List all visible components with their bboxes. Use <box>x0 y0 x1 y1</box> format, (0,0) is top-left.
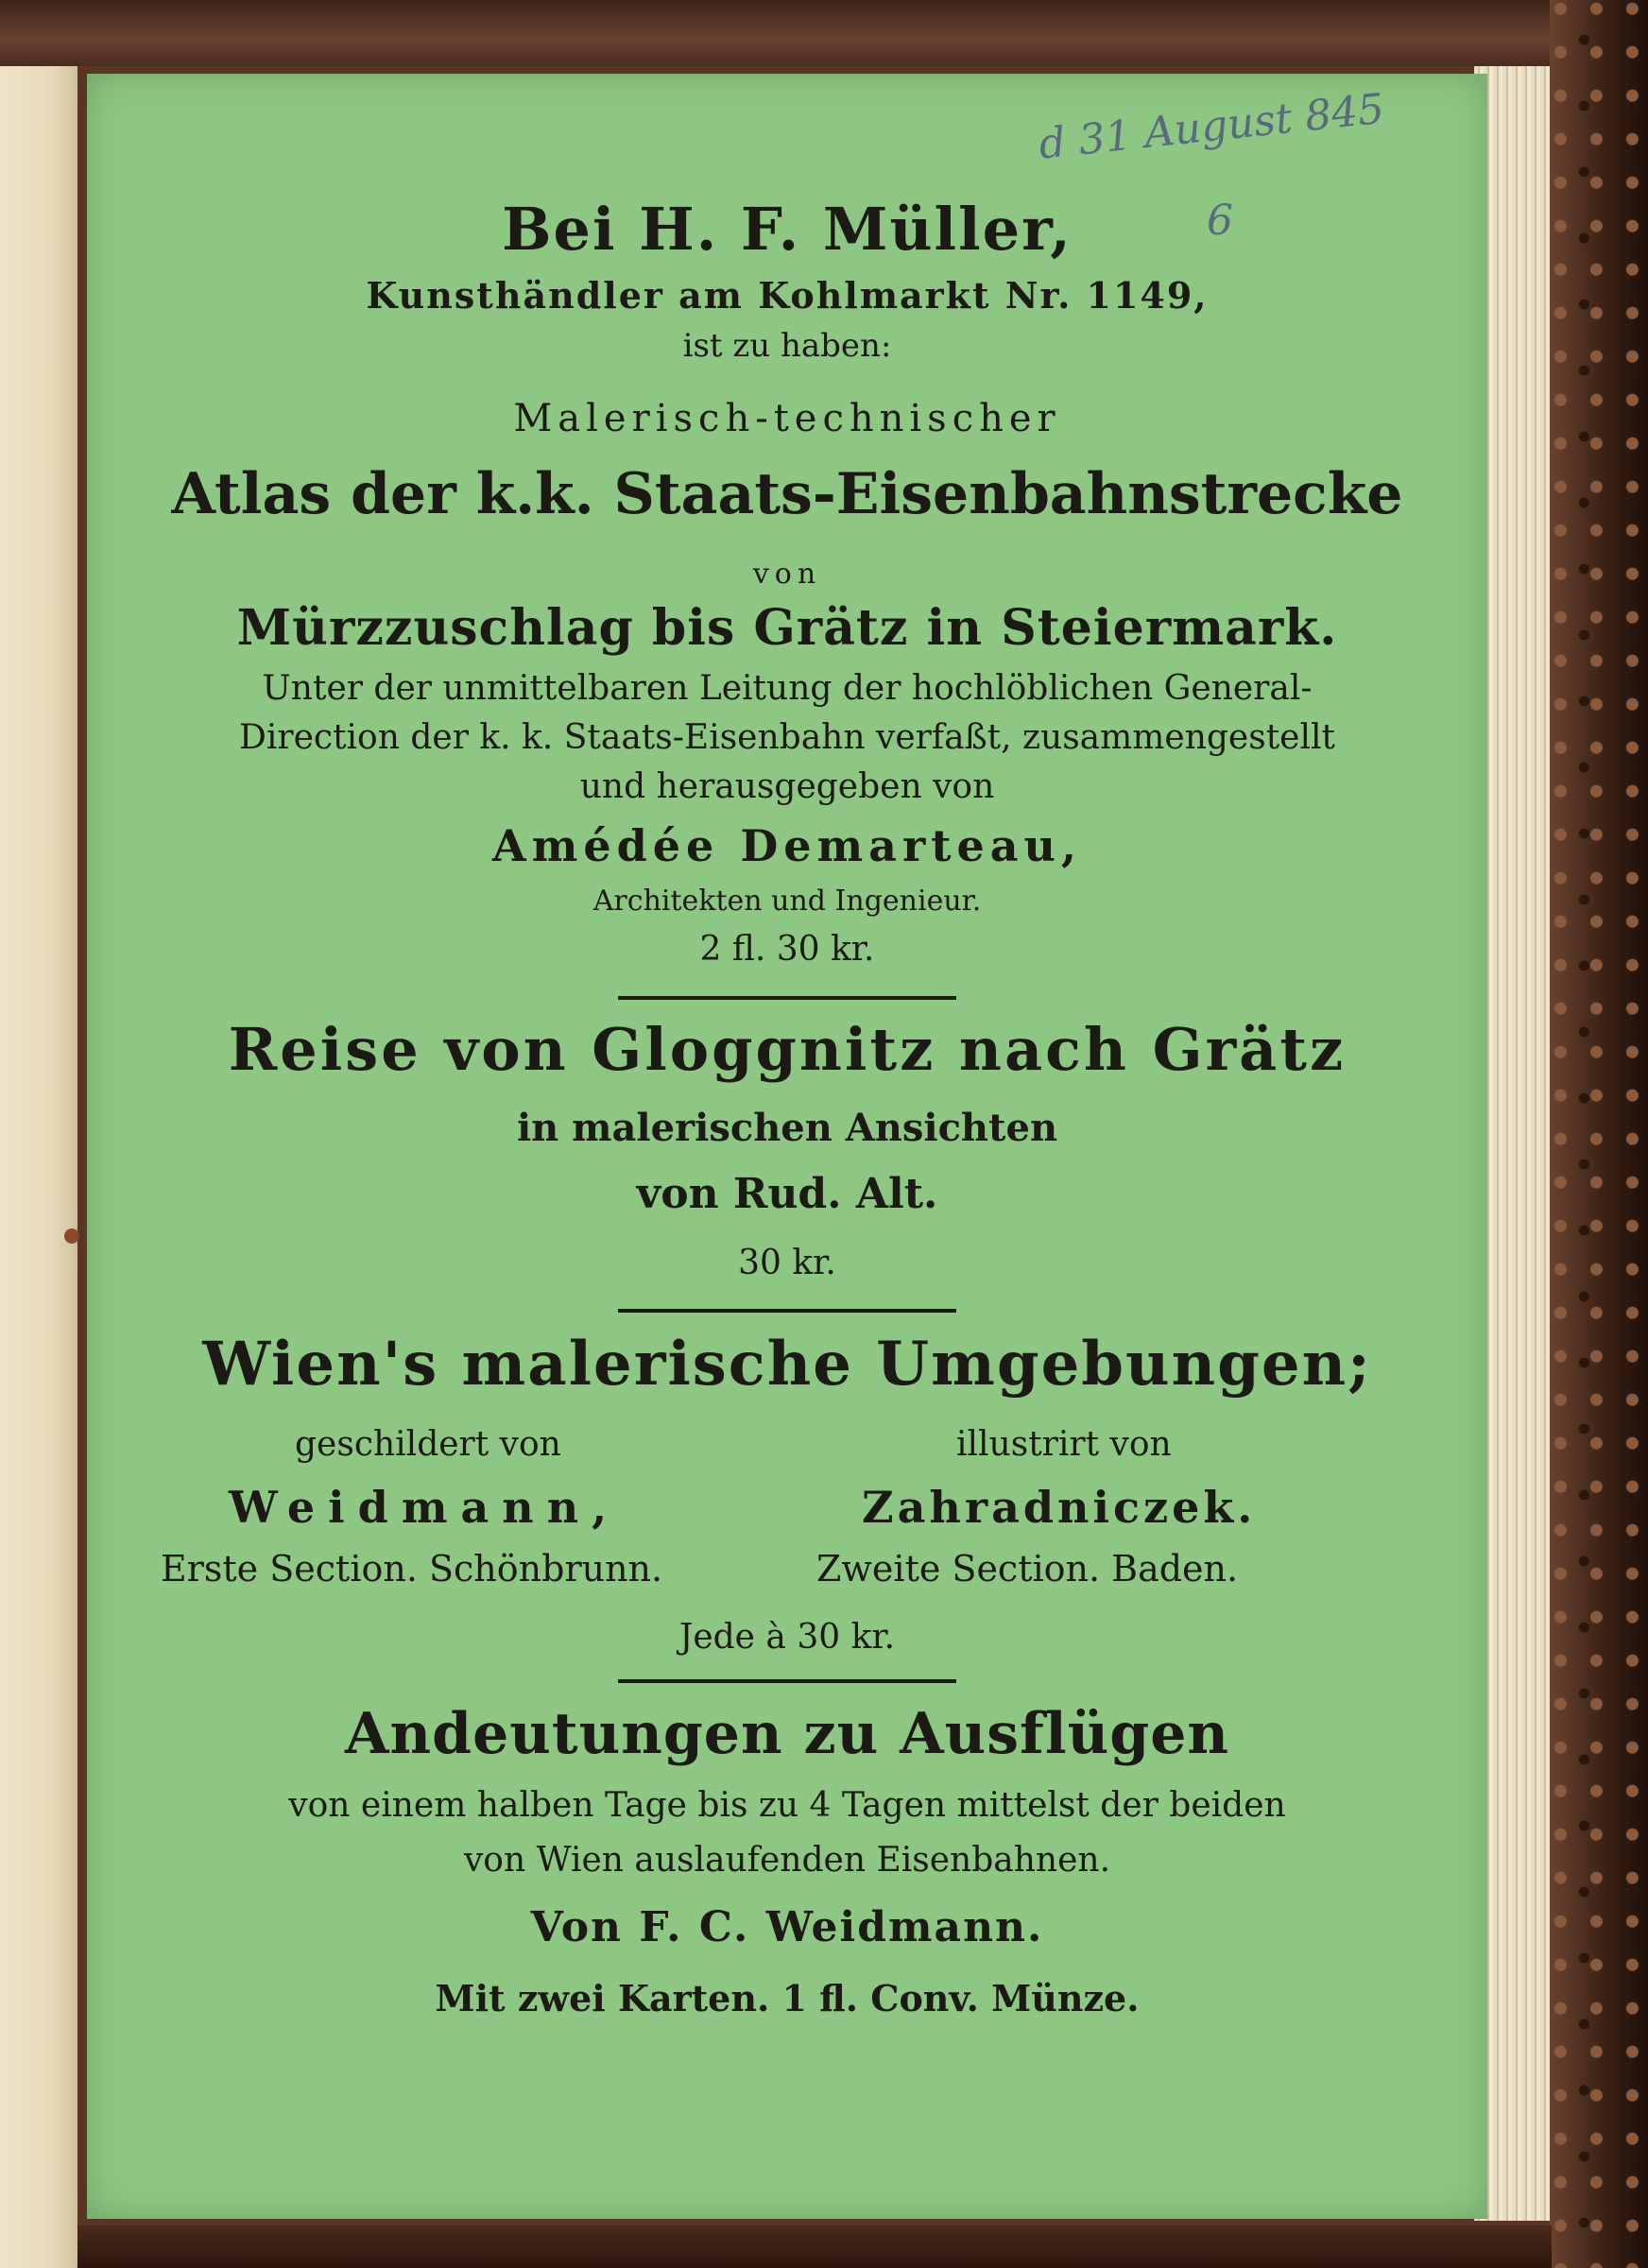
reise-price: 30 kr. <box>738 1244 836 1282</box>
atlas-subtitle: Mürzzuschlag bis Grätz in Steiermark. <box>236 599 1338 657</box>
binding-bottom <box>77 2225 1552 2268</box>
wien-right-label: illustrirt von <box>956 1425 1172 1464</box>
ausfluege-description-2: von Wien auslaufenden Eisenbahnen. <box>463 1841 1111 1880</box>
ausfluege-title: Andeutungen zu Ausflügen <box>344 1701 1230 1767</box>
atlas-pretitle: Malerisch-technischer <box>513 397 1061 440</box>
handwritten-note: d 31 August 845 <box>1037 84 1387 169</box>
divider-1 <box>618 996 956 1000</box>
atlas-author-role: Architekten und Ingenieur. <box>592 885 982 918</box>
atlas-description-2: Direction der k. k. Staats-Eisenbahn verfaßt, zusammengestellt <box>239 718 1335 757</box>
binding-top <box>0 0 1648 66</box>
atlas-description-3: und herausgegeben von <box>579 767 995 806</box>
reise-title: Reise von Gloggnitz nach Grätz <box>228 1015 1347 1084</box>
atlas-description-1: Unter der unmittelbaren Leitung der hochlöblichen General- <box>262 669 1313 708</box>
publisher-availability: ist zu haben: <box>682 327 892 365</box>
publisher-address: Kunsthändler am Kohlmarkt Nr. 1149, <box>366 274 1209 317</box>
wien-price: Jede à 30 kr. <box>678 1618 896 1657</box>
reise-author: von Rud. Alt. <box>636 1170 938 1218</box>
green-cover-page <box>87 74 1487 2219</box>
wien-right-section: Zweite Section. Baden. <box>816 1548 1239 1589</box>
wien-right-name: Zahradniczek. <box>862 1482 1257 1533</box>
wien-title: Wien's malerische Umgebungen; <box>202 1329 1372 1400</box>
ausfluege-description-1: von einem halben Tage bis zu 4 Tagen mittelst der beiden <box>288 1786 1286 1825</box>
atlas-von: von <box>752 558 822 591</box>
left-page-edge <box>0 66 77 2268</box>
divider-3 <box>618 1679 956 1683</box>
ausfluege-author: Von F. C. Weidmann. <box>530 1903 1044 1951</box>
binding-right <box>1550 0 1648 2268</box>
reise-subtitle: in malerischen Ansichten <box>516 1106 1058 1150</box>
handwritten-note-sub: 6 <box>1207 197 1233 245</box>
ausfluege-extra: Mit zwei Karten. 1 fl. Conv. Münze. <box>435 1977 1140 2019</box>
atlas-price: 2 fl. 30 kr. <box>699 930 875 969</box>
atlas-author: Amédée Demarteau, <box>492 820 1082 871</box>
wien-left-label: geschildert von <box>295 1425 561 1464</box>
publisher-name: Bei H. F. Müller, <box>502 195 1073 264</box>
divider-2 <box>618 1309 956 1313</box>
stain-spot <box>64 1228 79 1244</box>
wien-left-section: Erste Section. Schönbrunn. <box>161 1548 663 1589</box>
atlas-title: Atlas der k.k. Staats-Eisenbahnstrecke <box>171 461 1403 527</box>
wien-left-name: Weidmann, <box>229 1482 621 1533</box>
